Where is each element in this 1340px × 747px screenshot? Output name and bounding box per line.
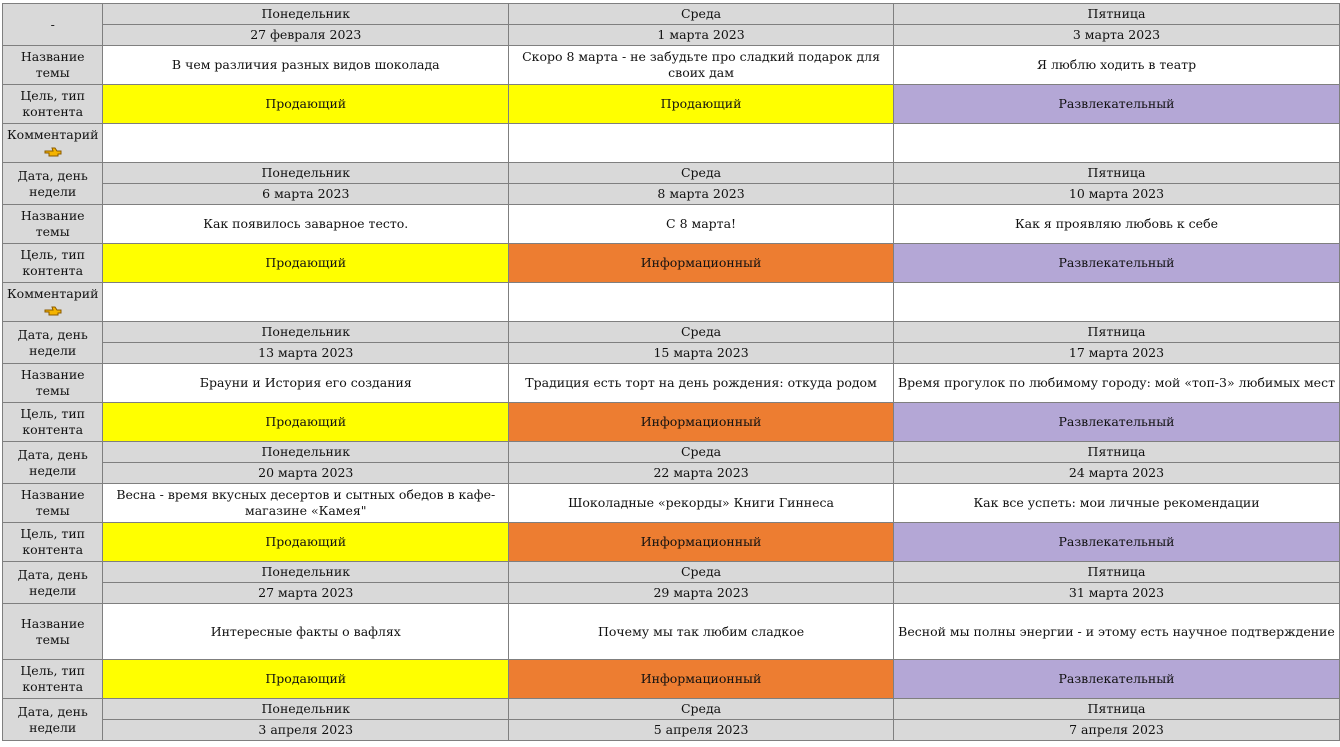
- date-day-label[interactable]: Дата, день недели: [3, 322, 103, 364]
- day-cell[interactable]: Пятница: [893, 163, 1339, 184]
- week-3-day-row: [3, 322, 1340, 343]
- content-plan-table: [2, 3, 1340, 741]
- goal-label[interactable]: Цель, тип контента: [3, 403, 103, 442]
- comment-cell[interactable]: [509, 124, 894, 163]
- goal-cell-informational[interactable]: Информационный: [509, 523, 894, 562]
- week-3-goal-row: [3, 403, 1340, 442]
- comment-label-cell[interactable]: [3, 283, 103, 322]
- comment-label-cell[interactable]: [3, 124, 103, 163]
- topic-label[interactable]: Название темы: [3, 484, 103, 523]
- day-cell[interactable]: Пятница: [893, 562, 1339, 583]
- week-2-goal-row: [3, 244, 1340, 283]
- week-4-topic-row: [3, 484, 1340, 523]
- goal-cell-informational[interactable]: Информационный: [509, 244, 894, 283]
- goal-cell-selling[interactable]: Продающий: [103, 244, 509, 283]
- goal-cell-entertaining[interactable]: Развлекательный: [893, 403, 1339, 442]
- day-cell[interactable]: Среда: [509, 442, 894, 463]
- topic-cell[interactable]: Почему мы так любим сладкое: [509, 604, 894, 660]
- goal-cell-entertaining[interactable]: Развлекательный: [893, 85, 1339, 124]
- date-cell[interactable]: 20 марта 2023: [103, 463, 509, 484]
- date-day-label[interactable]: Дата, день недели: [3, 699, 103, 741]
- week-3-topic-row: [3, 364, 1340, 403]
- topic-cell[interactable]: Скоро 8 марта - не забудьте про сладкий подарок для своих дам: [509, 46, 894, 85]
- comment-cell[interactable]: [103, 283, 509, 322]
- date-cell[interactable]: 5 апреля 2023: [509, 720, 894, 741]
- goal-label[interactable]: Цель, тип контента: [3, 660, 103, 699]
- corner-cell[interactable]: -: [3, 4, 103, 46]
- topic-cell[interactable]: С 8 марта!: [509, 205, 894, 244]
- date-cell[interactable]: 24 марта 2023: [893, 463, 1339, 484]
- goal-cell-selling[interactable]: Продающий: [103, 523, 509, 562]
- date-cell[interactable]: 7 апреля 2023: [893, 720, 1339, 741]
- pointing-hand-icon: [44, 305, 62, 317]
- day-cell[interactable]: Среда: [509, 163, 894, 184]
- topic-label[interactable]: Название темы: [3, 364, 103, 403]
- goal-cell-informational[interactable]: Информационный: [509, 403, 894, 442]
- topic-cell[interactable]: Время прогулок по любимому городу: мой «топ-3» любимых мест: [893, 364, 1339, 403]
- comment-cell[interactable]: [509, 283, 894, 322]
- week-4-day-row: [3, 442, 1340, 463]
- goal-label[interactable]: Цель, тип контента: [3, 244, 103, 283]
- goal-label[interactable]: Цель, тип контента: [3, 85, 103, 124]
- week-1-comment-row: [3, 124, 1340, 163]
- week-5-topic-row: [3, 604, 1340, 660]
- day-cell[interactable]: Понедельник: [103, 163, 509, 184]
- day-cell[interactable]: Пятница: [893, 4, 1339, 25]
- date-day-label[interactable]: Дата, день недели: [3, 163, 103, 205]
- day-cell[interactable]: Среда: [509, 4, 894, 25]
- date-cell[interactable]: 6 марта 2023: [103, 184, 509, 205]
- week-1-goal-row: [3, 85, 1340, 124]
- week-3-date-row: [3, 343, 1340, 364]
- topic-cell[interactable]: Шоколадные «рекорды» Книги Гиннеса: [509, 484, 894, 523]
- day-cell[interactable]: Среда: [509, 699, 894, 720]
- date-cell[interactable]: 29 марта 2023: [509, 583, 894, 604]
- week-2-comment-row: [3, 283, 1340, 322]
- topic-cell[interactable]: Как все успеть: мои личные рекомендации: [893, 484, 1339, 523]
- topic-label[interactable]: Название темы: [3, 604, 103, 660]
- comment-label: Комментарий: [7, 286, 99, 301]
- week-1-day-row: [3, 4, 1340, 25]
- day-cell[interactable]: Понедельник: [103, 322, 509, 343]
- goal-cell-selling[interactable]: Продающий: [509, 85, 894, 124]
- date-cell[interactable]: 10 марта 2023: [893, 184, 1339, 205]
- topic-cell[interactable]: Весна - время вкусных десертов и сытных обедов в кафе-магазине «Камея": [103, 484, 509, 523]
- topic-cell[interactable]: Весной мы полны энергии - и этому есть научное подтверждение: [893, 604, 1339, 660]
- day-cell[interactable]: Среда: [509, 322, 894, 343]
- week-6-date-row: [3, 720, 1340, 741]
- date-cell[interactable]: 27 марта 2023: [103, 583, 509, 604]
- date-cell[interactable]: 15 марта 2023: [509, 343, 894, 364]
- goal-label[interactable]: Цель, тип контента: [3, 523, 103, 562]
- week-2-date-row: [3, 184, 1340, 205]
- comment-label: Комментарий: [7, 127, 99, 142]
- topic-label[interactable]: Название темы: [3, 205, 103, 244]
- day-cell[interactable]: Понедельник: [103, 4, 509, 25]
- day-cell[interactable]: Понедельник: [103, 562, 509, 583]
- date-cell[interactable]: 31 марта 2023: [893, 583, 1339, 604]
- topic-cell[interactable]: Интересные факты о вафлях: [103, 604, 509, 660]
- week-5-date-row: [3, 583, 1340, 604]
- goal-cell-selling[interactable]: Продающий: [103, 660, 509, 699]
- topic-cell[interactable]: Как я проявляю любовь к себе: [893, 205, 1339, 244]
- week-4-goal-row: [3, 523, 1340, 562]
- week-1-date-row: [3, 25, 1340, 46]
- date-cell[interactable]: 27 февраля 2023: [103, 25, 509, 46]
- pointing-hand-icon: [44, 146, 62, 158]
- week-2-topic-row: [3, 205, 1340, 244]
- date-cell[interactable]: 3 апреля 2023: [103, 720, 509, 741]
- day-cell[interactable]: Понедельник: [103, 442, 509, 463]
- date-day-label[interactable]: Дата, день недели: [3, 442, 103, 484]
- goal-cell-selling[interactable]: Продающий: [103, 85, 509, 124]
- comment-cell[interactable]: [893, 124, 1339, 163]
- week-6-day-row: [3, 699, 1340, 720]
- day-cell[interactable]: Среда: [509, 562, 894, 583]
- week-5-goal-row: [3, 660, 1340, 699]
- week-4-date-row: [3, 463, 1340, 484]
- topic-cell[interactable]: Брауни и История его создания: [103, 364, 509, 403]
- week-1-topic-row: [3, 46, 1340, 85]
- goal-cell-selling[interactable]: Продающий: [103, 403, 509, 442]
- week-5-day-row: [3, 562, 1340, 583]
- date-cell[interactable]: 22 марта 2023: [509, 463, 894, 484]
- topic-cell[interactable]: Я люблю ходить в театр: [893, 46, 1339, 85]
- date-cell[interactable]: 17 марта 2023: [893, 343, 1339, 364]
- day-cell[interactable]: Понедельник: [103, 699, 509, 720]
- date-cell[interactable]: 13 марта 2023: [103, 343, 509, 364]
- goal-cell-informational[interactable]: Информационный: [509, 660, 894, 699]
- goal-cell-entertaining[interactable]: Развлекательный: [893, 244, 1339, 283]
- day-cell[interactable]: Пятница: [893, 322, 1339, 343]
- goal-cell-entertaining[interactable]: Развлекательный: [893, 523, 1339, 562]
- comment-cell[interactable]: [103, 124, 509, 163]
- topic-label[interactable]: Название темы: [3, 46, 103, 85]
- week-2-day-row: [3, 163, 1340, 184]
- date-day-label[interactable]: Дата, день недели: [3, 562, 103, 604]
- comment-cell[interactable]: [893, 283, 1339, 322]
- date-cell[interactable]: 8 марта 2023: [509, 184, 894, 205]
- topic-cell[interactable]: В чем различия разных видов шоколада: [103, 46, 509, 85]
- topic-cell[interactable]: Как появилось заварное тесто.: [103, 205, 509, 244]
- date-cell[interactable]: 1 марта 2023: [509, 25, 894, 46]
- goal-cell-entertaining[interactable]: Развлекательный: [893, 660, 1339, 699]
- date-cell[interactable]: 3 марта 2023: [893, 25, 1339, 46]
- day-cell[interactable]: Пятница: [893, 442, 1339, 463]
- topic-cell[interactable]: Традиция есть торт на день рождения: откуда родом: [509, 364, 894, 403]
- day-cell[interactable]: Пятница: [893, 699, 1339, 720]
